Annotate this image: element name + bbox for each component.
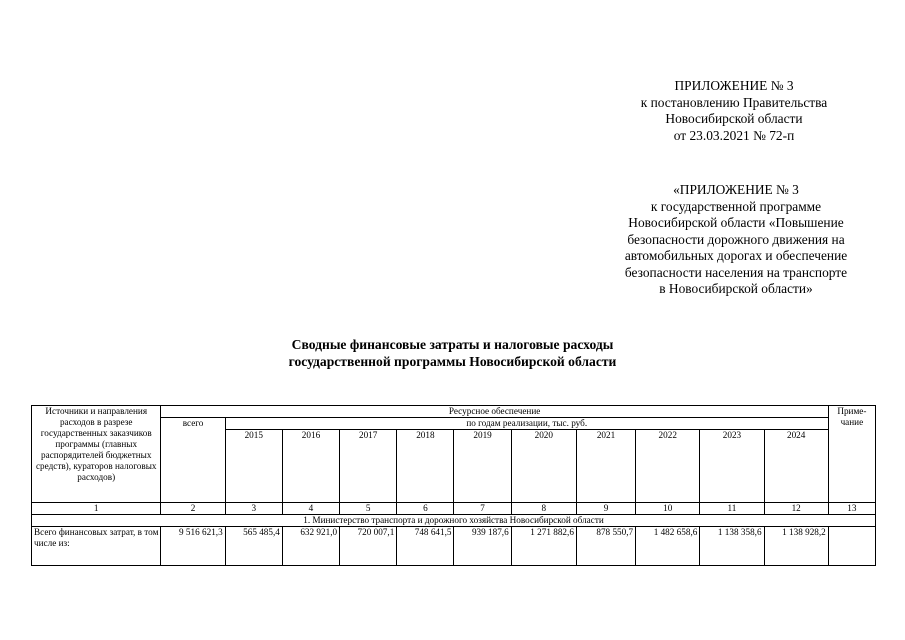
appendix-line: к постановлению Правительства [640,94,828,110]
row-label: Всего финансовых затрат, в том числе из: [32,527,161,566]
appendix-program-line: безопасности населения на транспорте [624,264,848,280]
row-value: 1 138 358,6 [700,527,764,566]
header-by-years: по годам реализации, тыс. руб. [225,418,828,430]
header-resources: Ресурсное обеспечение [161,406,828,418]
appendix-program-line: Новосибирской области «Повышение [628,215,844,230]
appendix-line: Новосибирской области [665,111,803,126]
header-year: 2021 [576,430,635,503]
column-numbers-row [32,503,876,515]
title-line-2: государственной программы Новосибирской области [288,353,617,369]
row-value: 878 550,7 [576,527,635,566]
column-number: 5 [340,503,397,515]
title-line-1: Сводные финансовые затраты и налоговые расходы [291,337,614,352]
column-number: 12 [764,503,828,515]
appendix-program-line: автомобильных дорогах и обеспечение [624,248,848,263]
column-number: 3 [225,503,282,515]
appendix-line: ПРИЛОЖЕНИЕ № 3 [674,78,794,93]
column-number: 1 [32,503,161,515]
document-title [0,337,905,370]
appendix-program-line: «ПРИЛОЖЕНИЕ № 3 [673,182,799,197]
column-number: 10 [636,503,700,515]
row-value: 939 187,6 [454,527,511,566]
header-total: всего [161,418,225,503]
row-value: 1 138 928,2 [764,527,828,566]
row-value: 632 921,0 [282,527,339,566]
appendix-program-line: к государственной программе [650,198,822,214]
header-year: 2023 [700,430,764,503]
row-value: 1 271 882,6 [511,527,576,566]
header-note: Приме-чание [828,406,875,503]
column-number: 7 [454,503,511,515]
header-year: 2015 [225,430,282,503]
header-year: 2024 [764,430,828,503]
row-value: 1 482 658,6 [636,527,700,566]
appendix-program-header [586,182,886,298]
table-row [32,527,876,566]
row-note [828,527,875,566]
column-number: 8 [511,503,576,515]
appendix-program-line: безопасности дорожного движения на [627,231,845,247]
column-number: 2 [161,503,225,515]
column-number: 9 [576,503,635,515]
column-number: 11 [700,503,764,515]
row-value: 748 641,5 [397,527,454,566]
column-number: 13 [828,503,875,515]
header-year: 2017 [340,430,397,503]
header-year: 2016 [282,430,339,503]
appendix-header [598,78,870,144]
header-source: Источники и направления расходов в разрезе государственных заказчиков программы (главных распорядителей бюджетных средств), кураторов налоговых расходов) [32,406,161,503]
header-year: 2019 [454,430,511,503]
header-year: 2018 [397,430,454,503]
header-year: 2020 [511,430,576,503]
appendix-line: от 23.03.2021 № 72-п [673,127,795,143]
section-title: 1. Министерство транспорта и дорожного хозяйства Новосибирской области [32,515,876,527]
row-total: 9 516 621,3 [161,527,225,566]
column-number: 4 [282,503,339,515]
row-value: 565 485,4 [225,527,282,566]
header-year: 2022 [636,430,700,503]
financial-table [31,405,876,566]
row-value: 720 007,1 [340,527,397,566]
appendix-program-line: в Новосибирской области» [659,281,813,296]
column-number: 6 [397,503,454,515]
